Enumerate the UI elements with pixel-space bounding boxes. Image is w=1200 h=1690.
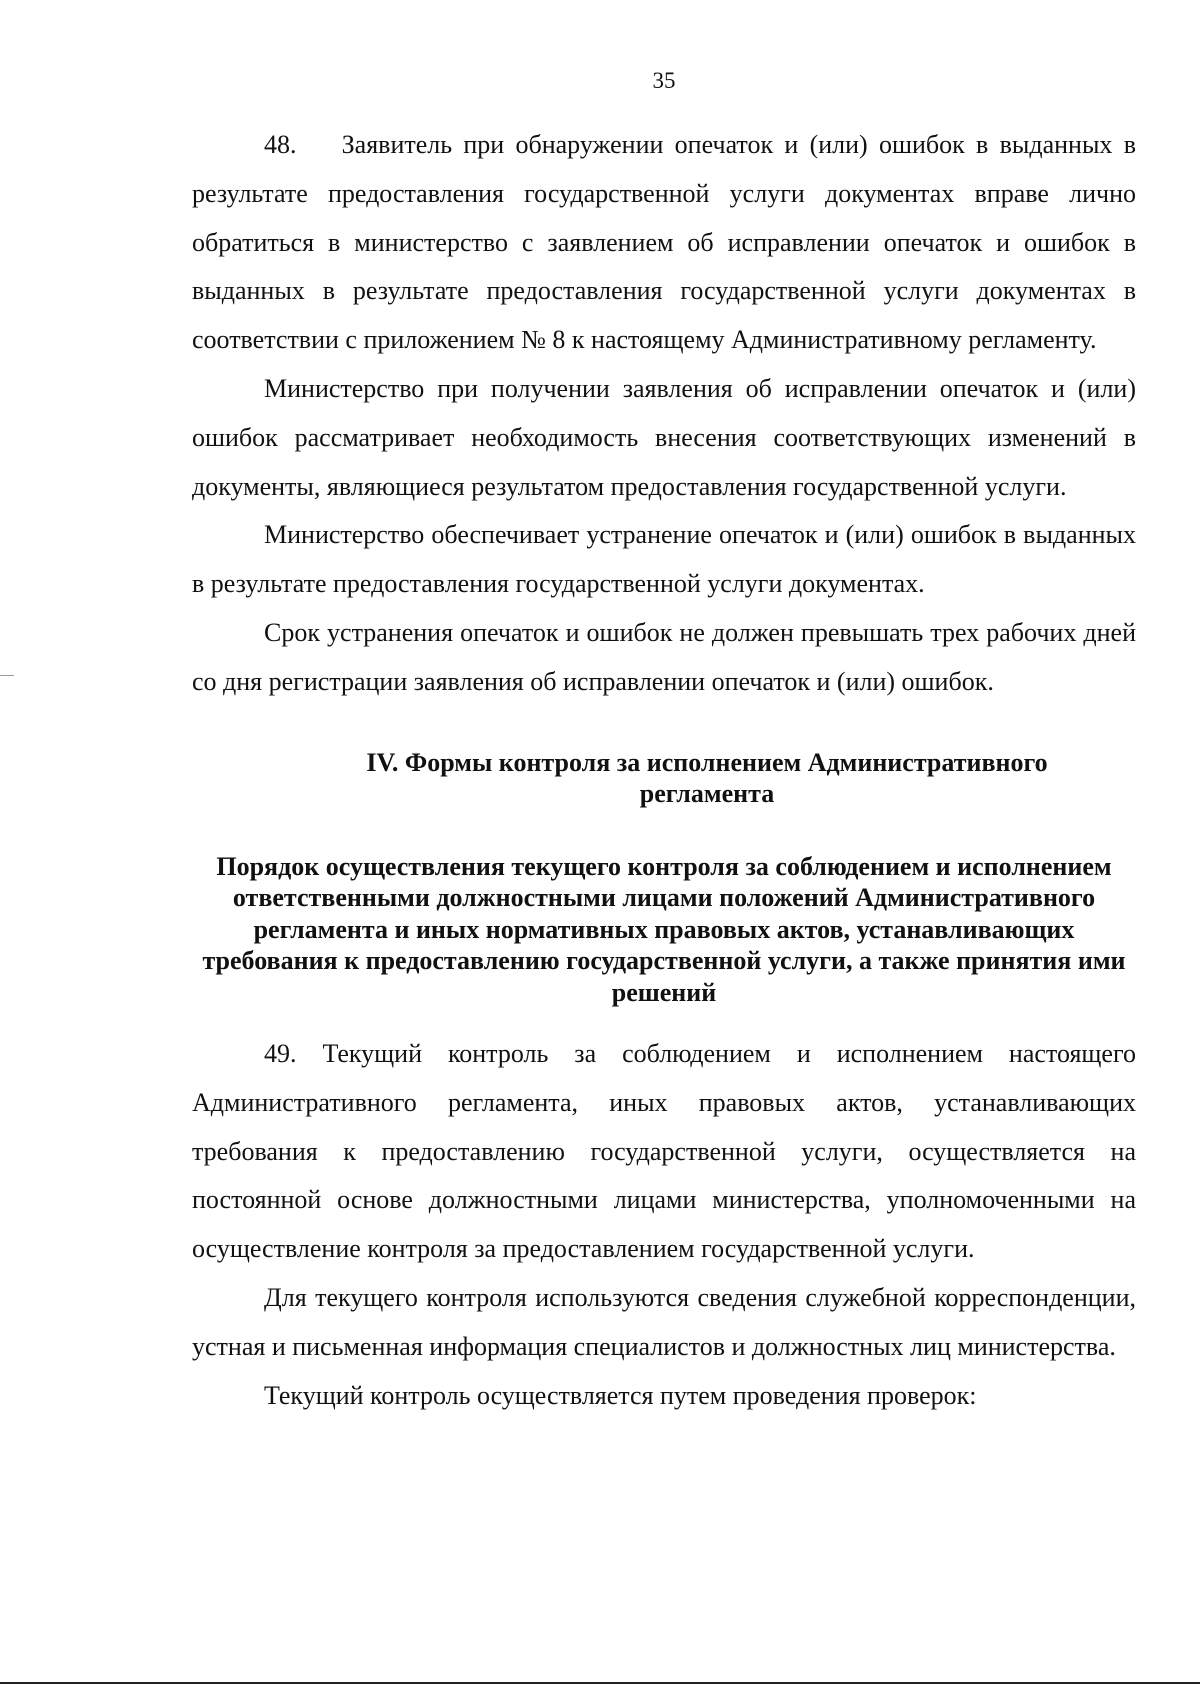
page-number: 35 [652,68,676,93]
document-body [192,121,1136,1420]
paragraph-48: 48. Заявитель при обнаружении опечаток и (или) ошибок в выданных в результате предоставления государственной услуги документах вправе лично обратиться в министерство с заявлением об исправлении опечаток и ошибок в выданных в результате предоставления государственной услуги документах в соответствии с приложением № 8 к настоящему Административному регламенту. [192,130,1136,355]
paragraph-48-deadline: Срок устранения опечаток и ошибок не должен превышать трех рабочих дней со дня регистрации заявления об исправлении опечаток и (или) ошибок. [192,617,1136,696]
paragraph-48-ministry-review: Министерство при получении заявления об исправлении опечаток и (или) ошибок рассматривает необходимость внесения соответствующих изменений в документы, являющиеся результатом предоставления государственной услуги. [192,373,1136,501]
paragraph-48-ministry-correction: Министерство обеспечивает устранение опечаток и (или) ошибок в выданных в результате предоставления государственной услуги документах. [192,520,1136,599]
section-title: IV. Формы контроля за исполнением Административного регламента [366,747,1048,809]
section-subtitle: Порядок осуществления текущего контроля за соблюдением и исполнением ответственными должностными лицами положений Административного регламента и иных нормативных правовых актов, устанавливающих требования к предоставлению государственной услуги, а также принятия ими решений [202,851,1126,1007]
paragraph-49-sources: Для текущего контроля используются сведения служебной корреспонденции, устная и письменная информация специалистов и должностных лиц министерства. [192,1283,1136,1361]
paragraph-49: 49. Текущий контроль за соблюдением и исполнением настоящего Административного регламента, иных правовых актов, устанавливающих требования к предоставлению государственной услуги, осуществляется на постоянной основе должностными лицами министерства, уполномоченными на осуществление контроля за предоставлением государственной услуги. [192,1039,1136,1264]
scan-margin-mark [0,675,14,676]
page-bottom-rule [0,1682,1200,1684]
paragraph-49-checks: Текущий контроль осуществляется путем проведения проверок: [264,1380,977,1410]
